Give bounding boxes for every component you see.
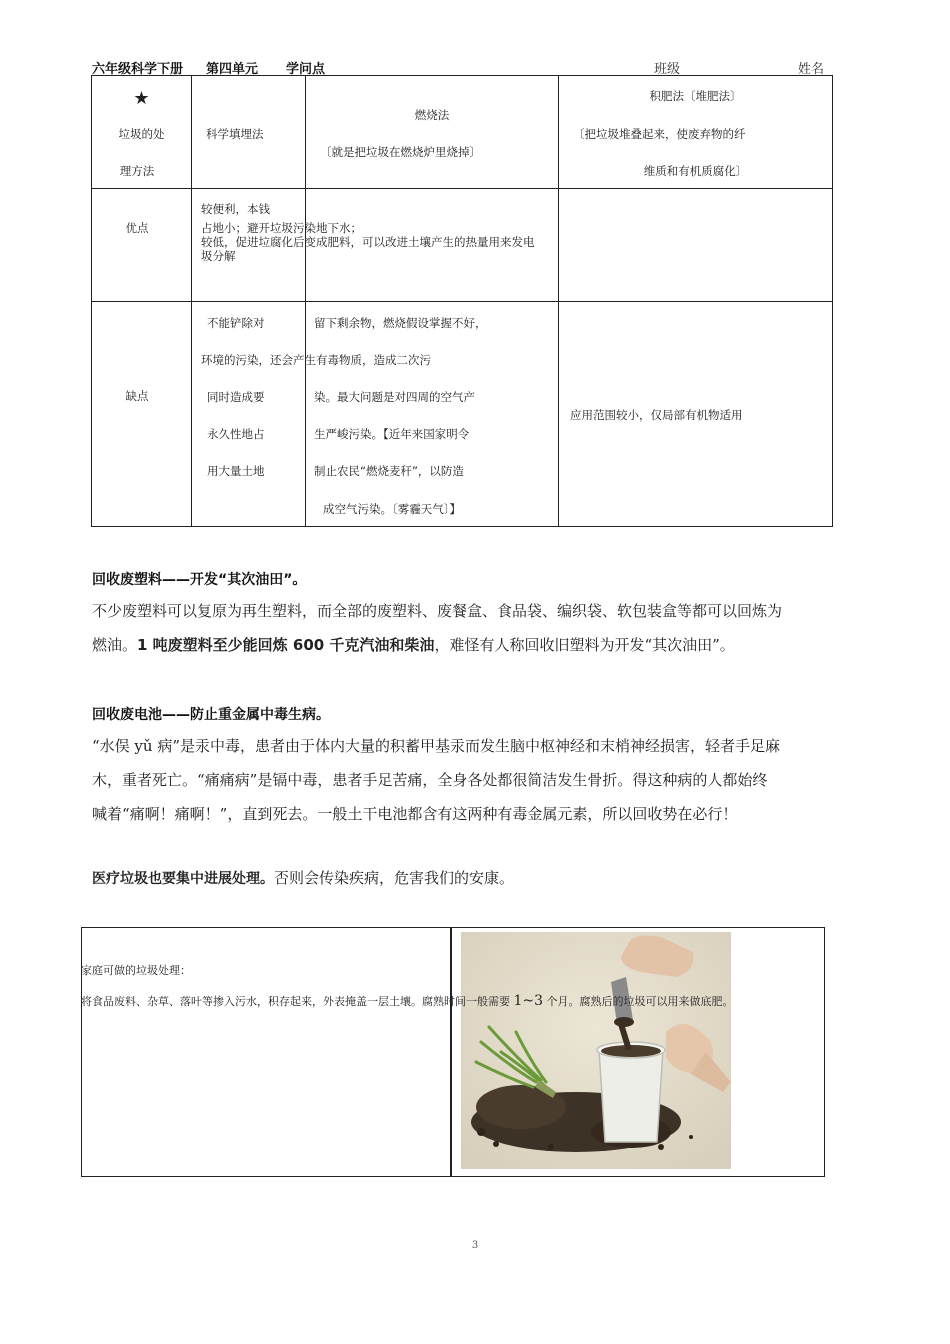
- pros-line-1: 较便利，本钱: [201, 202, 270, 216]
- compost-title: 积肥法〔堆肥法〕: [649, 89, 742, 103]
- cons-incineration-5: 成空气污染。〔雾霾天气〕】: [323, 502, 461, 516]
- cell-cons-compost: [559, 302, 833, 527]
- plastic-section-title: 回收废塑料——开发“其次油田”。: [92, 572, 307, 588]
- cell-cons-landfill: [192, 302, 306, 527]
- pros-label: 优点: [125, 221, 149, 235]
- cell-corner: [92, 76, 192, 189]
- plastic-paragraph: [92, 594, 872, 662]
- page-header: [92, 58, 832, 76]
- cell-cons-incineration: [306, 302, 559, 527]
- pros-line-2: 占地小；避开垃圾污染地下水；: [201, 221, 362, 235]
- home-text: [81, 993, 734, 1009]
- cons-incineration-2: 染。最大问题是对四周的空气产: [314, 390, 475, 404]
- pros-line-3: 较低，促进垃腐化后变成肥料，可以改进土壤产生的热量用来发电: [201, 235, 535, 249]
- cons-landfill-4: 永久性地占: [207, 427, 265, 441]
- plastic-line-1: 不少废塑料可以复原为再生塑料，而全部的废塑料、废餐盒、食品袋、编织袋、软包装盒等都可以回炼为: [92, 602, 783, 620]
- medical-paragraph: [92, 861, 872, 896]
- cell-compost-header: [559, 76, 833, 189]
- cons-landfill-2: 环境的污染，还会产生有毒物质，造成二次污: [201, 353, 431, 367]
- cons-landfill-1: 不能铲除对: [207, 316, 265, 330]
- battery-line-3: 喊着“痛啊！痛啊！”，直到死去。一般土干电池都含有这两种有毒金属元素，所以回收势在必行！: [92, 805, 738, 823]
- battery-section-title: 回收废电池——防止重金属中毒生病。: [92, 707, 330, 723]
- home-text-a: 将食品废料、杂草、落叶等掺入污水，积存起来，外表掩盖一层土壤。腐熟时间一般需要: [81, 995, 514, 1008]
- home-text-b: 个月。腐熟后的垃圾可以用来做底肥。: [543, 995, 734, 1008]
- cell-landfill-header: [192, 76, 306, 189]
- cons-incineration-1: 留下剩余物，燃烧假设掌握不好，: [314, 316, 487, 330]
- cell-cons-label: [92, 302, 192, 527]
- cons-incineration-4: 制止农民“燃烧麦秆”，以防造: [314, 464, 464, 478]
- plastic-line-2a: 燃油。: [92, 636, 138, 654]
- composting-photo: [461, 932, 731, 1169]
- header-grade: 六年级科学下册: [92, 62, 184, 77]
- cell-pros-compost: [559, 189, 833, 302]
- compost-note-2: 维质和有机质腐化〕: [643, 164, 748, 178]
- home-title: 家庭可做的垃圾处理：: [81, 964, 191, 977]
- corner-line2: 理方法: [119, 164, 155, 178]
- home-text-range: 1~3: [513, 993, 544, 1009]
- cons-incineration-3: 生严峻污染。【近年来国家明令: [314, 427, 470, 441]
- cons-landfill-3: 同时造成要: [207, 390, 265, 404]
- pros-line-4: 圾分解: [201, 249, 236, 263]
- corner-line1: 垃圾的处: [118, 127, 165, 141]
- page-number: 3: [471, 1240, 479, 1251]
- cell-pros-label: [92, 189, 192, 302]
- plastic-line-2b: ，难怪有人称回收旧塑料为开发“其次油田”。: [434, 636, 735, 654]
- incineration-title: 燃烧法: [414, 108, 450, 122]
- disposal-methods-table: [91, 75, 833, 527]
- incineration-note: 〔就是把垃圾在燃烧炉里烧掉〕: [320, 145, 481, 159]
- cell-incineration-header: [306, 76, 559, 189]
- battery-line-1: “水俣 yǔ 病”是汞中毒，患者由于体内大量的积蓄甲基汞而发生脑中枢神经和末梢神经损害，轻者手足麻: [92, 737, 781, 755]
- cons-compost-text: 应用范围较小，仅局部有机物适用: [570, 408, 743, 422]
- cons-label: 缺点: [125, 389, 149, 403]
- header-unit: 第四单元: [206, 62, 259, 77]
- header-topic: 学问点: [286, 62, 326, 77]
- star-icon: ★: [133, 88, 150, 109]
- plastic-line-2: [92, 628, 872, 662]
- plastic-line-2-bold: 1 吨废塑料至少能回炼 600 千克汽油和柴油: [137, 636, 435, 654]
- cons-landfill-5: 用大量土地: [207, 464, 265, 478]
- header-class-label: 班级: [654, 62, 681, 77]
- compost-note-1: 〔把垃圾堆叠起来，使废弃物的纤: [573, 127, 746, 141]
- medical-rest: 否则会传染疾病，危害我们的安康。: [274, 869, 515, 887]
- battery-line-2: 木，重者死亡。“痛痛病”是镉中毒，患者手足苦痛，全身各处都很简洁发生骨折。得这种病的人都始终: [92, 771, 768, 789]
- potted-plant-soil-image: [461, 932, 731, 1169]
- battery-paragraph: [92, 729, 882, 831]
- medical-bold: 医疗垃圾也要集中进展处理。: [92, 871, 274, 887]
- landfill-title: 科学填埋法: [206, 127, 264, 141]
- header-name-label: 姓名: [798, 62, 825, 77]
